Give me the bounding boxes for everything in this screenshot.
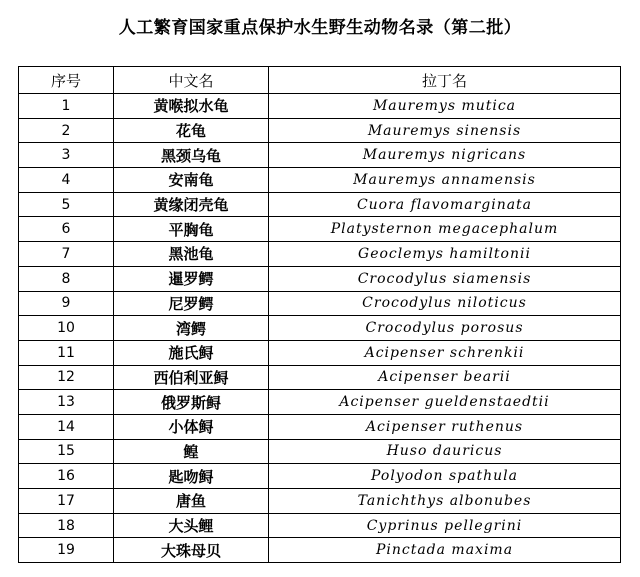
- row-latin-name: Huso dauricus: [269, 439, 621, 464]
- row-chinese-name: 小体鲟: [114, 414, 269, 439]
- row-index: 15: [19, 439, 114, 464]
- table-row: [19, 168, 621, 193]
- row-index: 6: [19, 217, 114, 242]
- row-index: 13: [19, 390, 114, 415]
- row-latin-name: Acipenser ruthenus: [269, 414, 621, 439]
- row-latin-name: Crocodylus siamensis: [269, 266, 621, 291]
- row-chinese-name: 俄罗斯鲟: [114, 390, 269, 415]
- table-header-row: [19, 67, 621, 94]
- column-header-chinese-name: 中文名: [114, 67, 269, 94]
- row-index: 1: [19, 94, 114, 119]
- table-row: [19, 340, 621, 365]
- column-header-index: 序号: [19, 67, 114, 94]
- column-header-latin-name: 拉丁名: [269, 67, 621, 94]
- row-chinese-name: 西伯利亚鲟: [114, 365, 269, 390]
- row-index: 7: [19, 242, 114, 267]
- table-row: [19, 143, 621, 168]
- row-chinese-name: 匙吻鲟: [114, 464, 269, 489]
- row-latin-name: Acipenser gueldenstaedtii: [269, 390, 621, 415]
- table-row: [19, 316, 621, 341]
- row-latin-name: Tanichthys albonubes: [269, 489, 621, 514]
- row-chinese-name: 黑池龟: [114, 242, 269, 267]
- table-row: [19, 242, 621, 267]
- row-index: 4: [19, 168, 114, 193]
- row-latin-name: Platysternon megacephalum: [269, 217, 621, 242]
- row-latin-name: Acipenser schrenkii: [269, 340, 621, 365]
- row-latin-name: Mauremys nigricans: [269, 143, 621, 168]
- row-index: 12: [19, 365, 114, 390]
- row-chinese-name: 大珠母贝: [114, 538, 269, 563]
- table-row: [19, 94, 621, 119]
- row-chinese-name: 暹罗鳄: [114, 266, 269, 291]
- row-index: 17: [19, 489, 114, 514]
- row-latin-name: Mauremys sinensis: [269, 118, 621, 143]
- row-latin-name: Mauremys mutica: [269, 94, 621, 119]
- row-latin-name: Polyodon spathula: [269, 464, 621, 489]
- row-index: 3: [19, 143, 114, 168]
- row-index: 18: [19, 513, 114, 538]
- row-latin-name: Cyprinus pellegrini: [269, 513, 621, 538]
- table-row: [19, 365, 621, 390]
- row-chinese-name: 平胸龟: [114, 217, 269, 242]
- row-index: 16: [19, 464, 114, 489]
- table-row: [19, 118, 621, 143]
- table-row: [19, 390, 621, 415]
- row-index: 9: [19, 291, 114, 316]
- row-latin-name: Crocodylus porosus: [269, 316, 621, 341]
- table-row: [19, 439, 621, 464]
- document-title: 人工繁育国家重点保护水生野生动物名录（第二批）: [118, 18, 522, 38]
- row-index: 19: [19, 538, 114, 563]
- row-index: 14: [19, 414, 114, 439]
- row-latin-name: Acipenser bearii: [269, 365, 621, 390]
- table-row: [19, 192, 621, 217]
- table-row: [19, 266, 621, 291]
- row-index: 8: [19, 266, 114, 291]
- row-chinese-name: 唐鱼: [114, 489, 269, 514]
- row-chinese-name: 花龟: [114, 118, 269, 143]
- row-chinese-name: 黄喉拟水龟: [114, 94, 269, 119]
- species-table: [18, 66, 621, 563]
- table-row: [19, 217, 621, 242]
- row-chinese-name: 黑颈乌龟: [114, 143, 269, 168]
- row-chinese-name: 安南龟: [114, 168, 269, 193]
- table-row: [19, 291, 621, 316]
- row-chinese-name: 鳇: [114, 439, 269, 464]
- table-row: [19, 414, 621, 439]
- row-index: 10: [19, 316, 114, 341]
- row-latin-name: Pinctada maxima: [269, 538, 621, 563]
- table-row: [19, 464, 621, 489]
- table-row: [19, 538, 621, 563]
- row-chinese-name: 大头鲤: [114, 513, 269, 538]
- table-row: [19, 513, 621, 538]
- row-chinese-name: 黄缘闭壳龟: [114, 192, 269, 217]
- row-index: 5: [19, 192, 114, 217]
- row-latin-name: Cuora flavomarginata: [269, 192, 621, 217]
- row-index: 11: [19, 340, 114, 365]
- row-chinese-name: 尼罗鳄: [114, 291, 269, 316]
- row-latin-name: Geoclemys hamiltonii: [269, 242, 621, 267]
- row-index: 2: [19, 118, 114, 143]
- row-chinese-name: 施氏鲟: [114, 340, 269, 365]
- row-latin-name: Crocodylus niloticus: [269, 291, 621, 316]
- row-chinese-name: 湾鳄: [114, 316, 269, 341]
- row-latin-name: Mauremys annamensis: [269, 168, 621, 193]
- table-row: [19, 489, 621, 514]
